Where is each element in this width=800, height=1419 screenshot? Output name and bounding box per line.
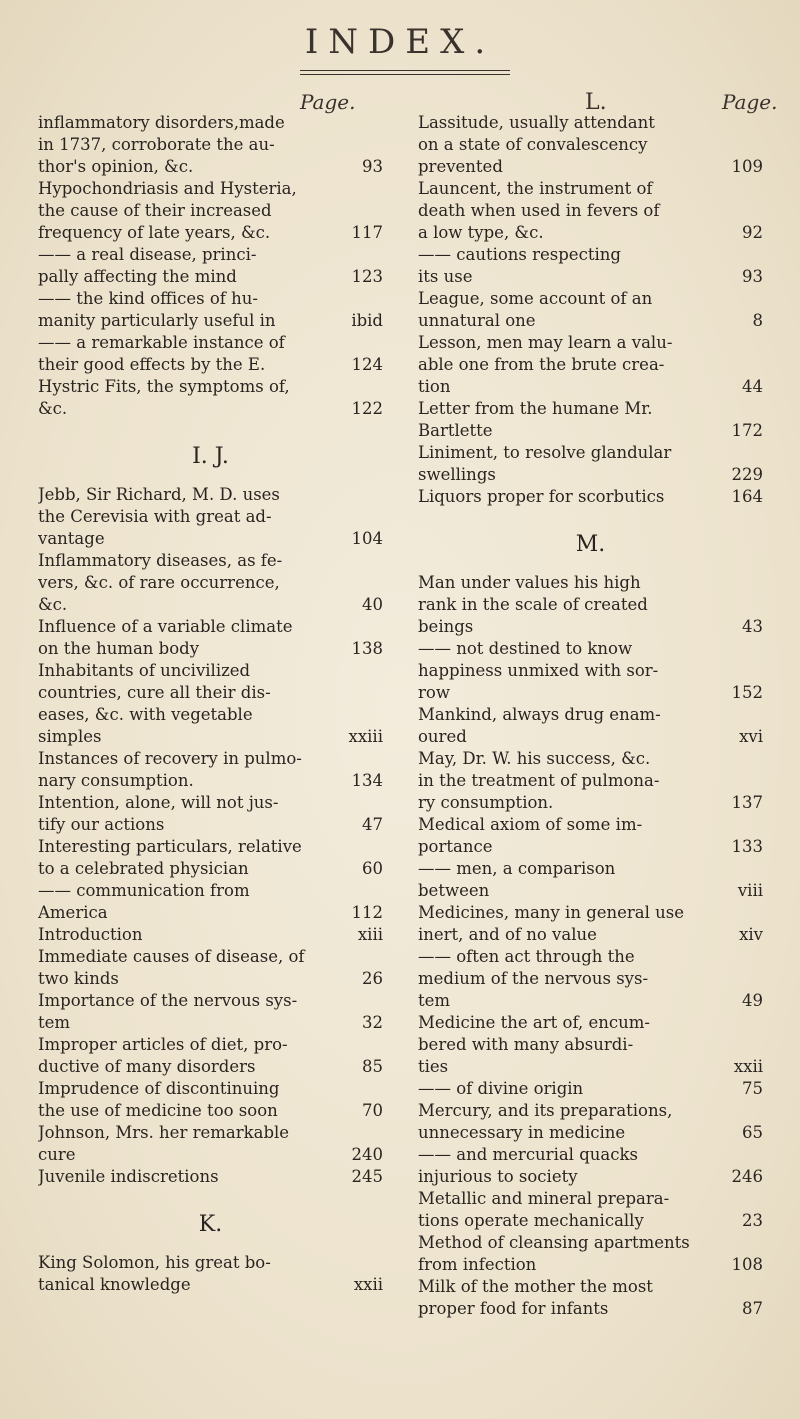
page-number: 44 [742, 377, 763, 396]
entry-text: the cause of their increased [38, 201, 272, 220]
index-entry-line [38, 770, 383, 792]
entry-text: &c. [38, 595, 68, 614]
page-number: xiv [739, 925, 763, 944]
entry-text: Lesson, men may learn a valu- [418, 333, 673, 352]
index-entry-line [418, 332, 763, 354]
page-number: xiii [357, 925, 383, 944]
entry-text: —— cautions respecting [418, 245, 621, 264]
page-number: 8 [752, 311, 763, 330]
index-entry-line [38, 332, 383, 354]
index-entry-line [38, 968, 383, 990]
index-entry-line [38, 704, 383, 726]
index-entry-line [38, 178, 383, 200]
index-entry-line [418, 222, 763, 244]
index-entry-line [38, 1166, 383, 1188]
entry-text: Launcent, the instrument of [418, 179, 653, 198]
index-entry-line [38, 156, 383, 178]
entry-text: oured [418, 727, 467, 746]
page-number: 32 [362, 1013, 383, 1032]
entry-text: Mankind, always drug enam- [418, 705, 661, 724]
page-number: xvi [739, 727, 763, 746]
page-number: xxii [733, 1057, 763, 1076]
page-number: 172 [731, 421, 763, 440]
index-entry-line [418, 1276, 763, 1298]
header-rule [300, 70, 510, 75]
entry-text: ry consumption. [418, 793, 554, 812]
index-entry-line [38, 1034, 383, 1056]
index-entry-line [418, 572, 763, 594]
right-index-column [418, 112, 763, 1320]
page-number: xxiii [348, 727, 383, 746]
entry-text: —— often act through the [418, 947, 635, 966]
index-entry-line [418, 1034, 763, 1056]
index-entry-line [38, 134, 383, 156]
running-head: INDEX. [304, 22, 496, 62]
index-entry-line [38, 310, 383, 332]
index-entry-line [38, 112, 383, 134]
entry-text: medium of the nervous sys- [418, 969, 649, 988]
entry-text: row [418, 683, 450, 702]
index-entry-line [38, 376, 383, 398]
index-entry-line [418, 594, 763, 616]
entry-text: in 1737, corroborate the au- [38, 135, 275, 154]
page-number: 240 [351, 1145, 383, 1164]
entry-text: swellings [418, 465, 496, 484]
page-number: viii [737, 881, 763, 900]
index-entry-line [418, 924, 763, 946]
entry-text: vers, &c. of rare occurrence, [38, 573, 280, 592]
entry-text: Influence of a variable climate [38, 617, 293, 636]
page-number: 65 [742, 1123, 763, 1142]
index-entry-line [38, 1252, 383, 1274]
page-number: 40 [362, 595, 383, 614]
page-number: 112 [351, 903, 383, 922]
page-number: 47 [362, 815, 383, 834]
index-entry-line [418, 112, 763, 134]
left-index-column [38, 112, 383, 1296]
entry-text: vantage [38, 529, 105, 548]
entry-text: two kinds [38, 969, 119, 988]
entry-text: Milk of the mother the most [418, 1277, 653, 1296]
index-entry-line [418, 420, 763, 442]
entry-text: —— of divine origin [418, 1079, 584, 1098]
entry-text: rank in the scale of created [418, 595, 648, 614]
index-entry-line [418, 178, 763, 200]
page-number: 138 [351, 639, 383, 658]
index-entry-line [38, 222, 383, 244]
entry-text: —— a real disease, princi- [38, 245, 257, 264]
index-entry-line [418, 1012, 763, 1034]
index-entry-line [418, 134, 763, 156]
index-entry-line [38, 244, 383, 266]
index-entry-line [418, 1100, 763, 1122]
page-number: 23 [742, 1211, 763, 1230]
entry-text: beings [418, 617, 474, 636]
index-entry-line [38, 814, 383, 836]
page-number: 134 [351, 771, 383, 790]
entry-text: unnecessary in medicine [418, 1123, 626, 1142]
entry-text: prevented [418, 157, 503, 176]
page-number: 109 [731, 157, 763, 176]
entry-text: Inflammatory diseases, as fe- [38, 551, 283, 570]
page-number: 60 [362, 859, 383, 878]
index-entry-line [38, 1122, 383, 1144]
entry-text: King Solomon, his great bo- [38, 1253, 271, 1272]
entry-text: Medicines, many in general use [418, 903, 685, 922]
entry-text: Intention, alone, will not jus- [38, 793, 279, 812]
entry-text: from infection [418, 1255, 537, 1274]
entry-text: Letter from the humane Mr. [418, 399, 653, 418]
index-entry-line [418, 1188, 763, 1210]
index-entry-line [418, 836, 763, 858]
index-entry-line [38, 572, 383, 594]
index-entry-line [418, 814, 763, 836]
entry-text: —— and mercurial quacks [418, 1145, 638, 1164]
page-number: 43 [742, 617, 763, 636]
entry-text: bered with many absurdi- [418, 1035, 634, 1054]
page-number: 108 [731, 1255, 763, 1274]
index-entry-line [38, 924, 383, 946]
entry-text: Medical axiom of some im- [418, 815, 643, 834]
entry-text: Imprudence of discontinuing [38, 1079, 280, 1098]
page-number: 104 [351, 529, 383, 548]
index-entry-line [418, 946, 763, 968]
entry-text: cure [38, 1145, 76, 1164]
index-entry-line [418, 1122, 763, 1144]
left-column-page-heading: Page. [300, 90, 356, 114]
index-entry-line [418, 858, 763, 880]
letter-heading: I. J. [192, 444, 229, 469]
index-entry-line [418, 442, 763, 464]
entry-text: Bartlette [418, 421, 493, 440]
page-number: 229 [731, 465, 763, 484]
index-entry-line [38, 990, 383, 1012]
index-entry-line [418, 902, 763, 924]
entry-text: between [418, 881, 490, 900]
entry-text: injurious to society [418, 1167, 578, 1186]
index-entry-line [38, 506, 383, 528]
entry-text: thor's opinion, &c. [38, 157, 194, 176]
entry-text: inert, and of no value [418, 925, 597, 944]
entry-text: able one from the brute crea- [418, 355, 665, 374]
entry-text: &c. [38, 399, 68, 418]
entry-text: tion [418, 377, 451, 396]
page-number: 92 [742, 223, 763, 242]
index-entry-line [38, 398, 383, 420]
entry-text: League, some account of an [418, 289, 653, 308]
entry-text: Improper articles of diet, pro- [38, 1035, 288, 1054]
entry-text: —— not destined to know [418, 639, 633, 658]
entry-text: Mercury, and its preparations, [418, 1101, 673, 1120]
page-number: 245 [351, 1167, 383, 1186]
index-entry-line [418, 266, 763, 288]
index-entry-line [418, 880, 763, 902]
page-number: 49 [742, 991, 763, 1010]
entry-text: Lassitude, usually attendant [418, 113, 655, 132]
right-column-page-heading: Page. [722, 90, 778, 114]
index-entry-line [38, 638, 383, 660]
entry-text: Johnson, Mrs. her remarkable [38, 1123, 290, 1142]
index-entry-line [38, 748, 383, 770]
page-number: ibid [351, 311, 383, 330]
index-entry-line [38, 1100, 383, 1122]
index-entry-line [418, 1166, 763, 1188]
entry-text: unnatural one [418, 311, 536, 330]
index-entry-line [38, 682, 383, 704]
index-entry-line [38, 1012, 383, 1034]
page-number: 87 [742, 1299, 763, 1318]
index-entry-line [418, 486, 763, 508]
index-entry-line [38, 200, 383, 222]
entry-text: —— a remarkable instance of [38, 333, 285, 352]
entry-text: —— the kind offices of hu- [38, 289, 258, 308]
entry-text: the use of medicine too soon [38, 1101, 278, 1120]
index-entry-line [418, 616, 763, 638]
index-entry-line [38, 902, 383, 924]
entry-text: Immediate causes of disease, of [38, 947, 305, 966]
index-entry-line [38, 836, 383, 858]
page-number: 75 [742, 1079, 763, 1098]
entry-text: on the human body [38, 639, 200, 658]
entry-text: Metallic and mineral prepara- [418, 1189, 670, 1208]
entry-text: Introduction [38, 925, 143, 944]
index-entry-line [418, 244, 763, 266]
page-number: 246 [731, 1167, 763, 1186]
entry-text: frequency of late years, &c. [38, 223, 271, 242]
index-entry-line [418, 660, 763, 682]
entry-text: Hypochondriasis and Hysteria, [38, 179, 297, 198]
entry-text: Interesting particulars, relative [38, 837, 302, 856]
page-number: 85 [362, 1057, 383, 1076]
index-entry-line [418, 792, 763, 814]
index-entry-line [418, 638, 763, 660]
entry-text: a low type, &c. [418, 223, 544, 242]
letter-heading: M. [575, 532, 606, 557]
page-number: 124 [351, 355, 383, 374]
index-entry-line [38, 266, 383, 288]
entry-text: to a celebrated physician [38, 859, 249, 878]
page-number: 93 [362, 157, 383, 176]
entry-text: Liniment, to resolve glandular [418, 443, 672, 462]
page-number: 70 [362, 1101, 383, 1120]
entry-text: ductive of many disorders [38, 1057, 256, 1076]
entry-text: Instances of recovery in pulmo- [38, 749, 302, 768]
index-entry-line [418, 310, 763, 332]
entry-text: happiness unmixed with sor- [418, 661, 659, 680]
index-entry-line [38, 354, 383, 376]
index-entry-line [418, 1254, 763, 1276]
index-entry-line [418, 288, 763, 310]
index-entry-line [38, 594, 383, 616]
index-entry-line [418, 1078, 763, 1100]
entry-text: tanical knowledge [38, 1275, 191, 1294]
entry-text: proper food for infants [418, 1299, 609, 1318]
entry-text: tify our actions [38, 815, 165, 834]
index-entry-line [418, 968, 763, 990]
entry-text: Medicine the art of, encum- [418, 1013, 650, 1032]
entry-text: pally affecting the mind [38, 267, 237, 286]
index-entry-line [418, 398, 763, 420]
page-number: xxii [353, 1275, 383, 1294]
index-entry-line [418, 770, 763, 792]
index-entry-line [418, 1210, 763, 1232]
entry-text: Method of cleansing apartments [418, 1233, 690, 1252]
index-entry-line [38, 1078, 383, 1100]
entry-text: portance [418, 837, 493, 856]
entry-text: Importance of the nervous sys- [38, 991, 298, 1010]
entry-text: on a state of convalescency [418, 135, 648, 154]
index-entry-line [38, 1056, 383, 1078]
entry-text: —— communication from [38, 881, 250, 900]
entry-text: countries, cure all their dis- [38, 683, 271, 702]
entry-text: death when used in fevers of [418, 201, 660, 220]
page-number: 164 [731, 487, 763, 506]
index-entry-line [418, 748, 763, 770]
page-number: 123 [351, 267, 383, 286]
entry-text: eases, &c. with vegetable [38, 705, 253, 724]
entry-text: Jebb, Sir Richard, M. D. uses [38, 485, 280, 504]
entry-text: their good effects by the E. [38, 355, 266, 374]
index-entry-line [38, 726, 383, 748]
entry-text: Hystric Fits, the symptoms of, [38, 377, 290, 396]
index-entry-line [418, 990, 763, 1012]
index-entry-line [418, 726, 763, 748]
index-entry-line [38, 1274, 383, 1296]
entry-text: May, Dr. W. his success, &c. [418, 749, 651, 768]
entry-text: Liquors proper for scorbutics [418, 487, 665, 506]
letter-heading: K. [198, 1212, 223, 1237]
index-entry-line [418, 1232, 763, 1254]
page-number: 117 [351, 223, 383, 242]
entry-text: Inhabitants of uncivilized [38, 661, 251, 680]
page-number: 133 [731, 837, 763, 856]
entry-text: the Cerevisia with great ad- [38, 507, 272, 526]
index-entry-line [418, 156, 763, 178]
index-entry-line [38, 880, 383, 902]
entry-text: Juvenile indiscretions [38, 1167, 219, 1186]
index-entry-line [418, 1144, 763, 1166]
entry-text: simples [38, 727, 102, 746]
index-entry-line [418, 464, 763, 486]
index-entry-line [418, 1298, 763, 1320]
index-entry-line [38, 484, 383, 506]
entry-text: —— men, a comparison [418, 859, 616, 878]
index-entry-line [38, 858, 383, 880]
entry-text: in the treatment of pulmona- [418, 771, 660, 790]
entry-text: nary consumption. [38, 771, 194, 790]
index-entry-line [418, 682, 763, 704]
entry-text: Man under values his high [418, 573, 641, 592]
page-number: 152 [731, 683, 763, 702]
page-number: 122 [351, 399, 383, 418]
entry-text: ties [418, 1057, 449, 1076]
index-entry-line [38, 288, 383, 310]
page-number: 26 [362, 969, 383, 988]
index-entry-line [38, 660, 383, 682]
entry-text: tions operate mechanically [418, 1211, 644, 1230]
entry-text: tem [38, 1013, 71, 1032]
page-number: 93 [742, 267, 763, 286]
entry-text: America [38, 903, 108, 922]
entry-text: tem [418, 991, 451, 1010]
index-entry-line [418, 1056, 763, 1078]
index-entry-line [38, 528, 383, 550]
page-number: 137 [731, 793, 763, 812]
index-entry-line [418, 704, 763, 726]
index-entry-line [38, 1144, 383, 1166]
entry-text: inflammatory disorders,made [38, 113, 285, 132]
index-entry-line [38, 616, 383, 638]
index-entry-line [38, 792, 383, 814]
index-entry-line [38, 946, 383, 968]
index-entry-line [418, 200, 763, 222]
letter-heading-l: L. [585, 90, 607, 115]
entry-text: its use [418, 267, 473, 286]
index-entry-line [38, 550, 383, 572]
index-entry-line [418, 376, 763, 398]
index-entry-line [418, 354, 763, 376]
entry-text: manity particularly useful in [38, 311, 276, 330]
